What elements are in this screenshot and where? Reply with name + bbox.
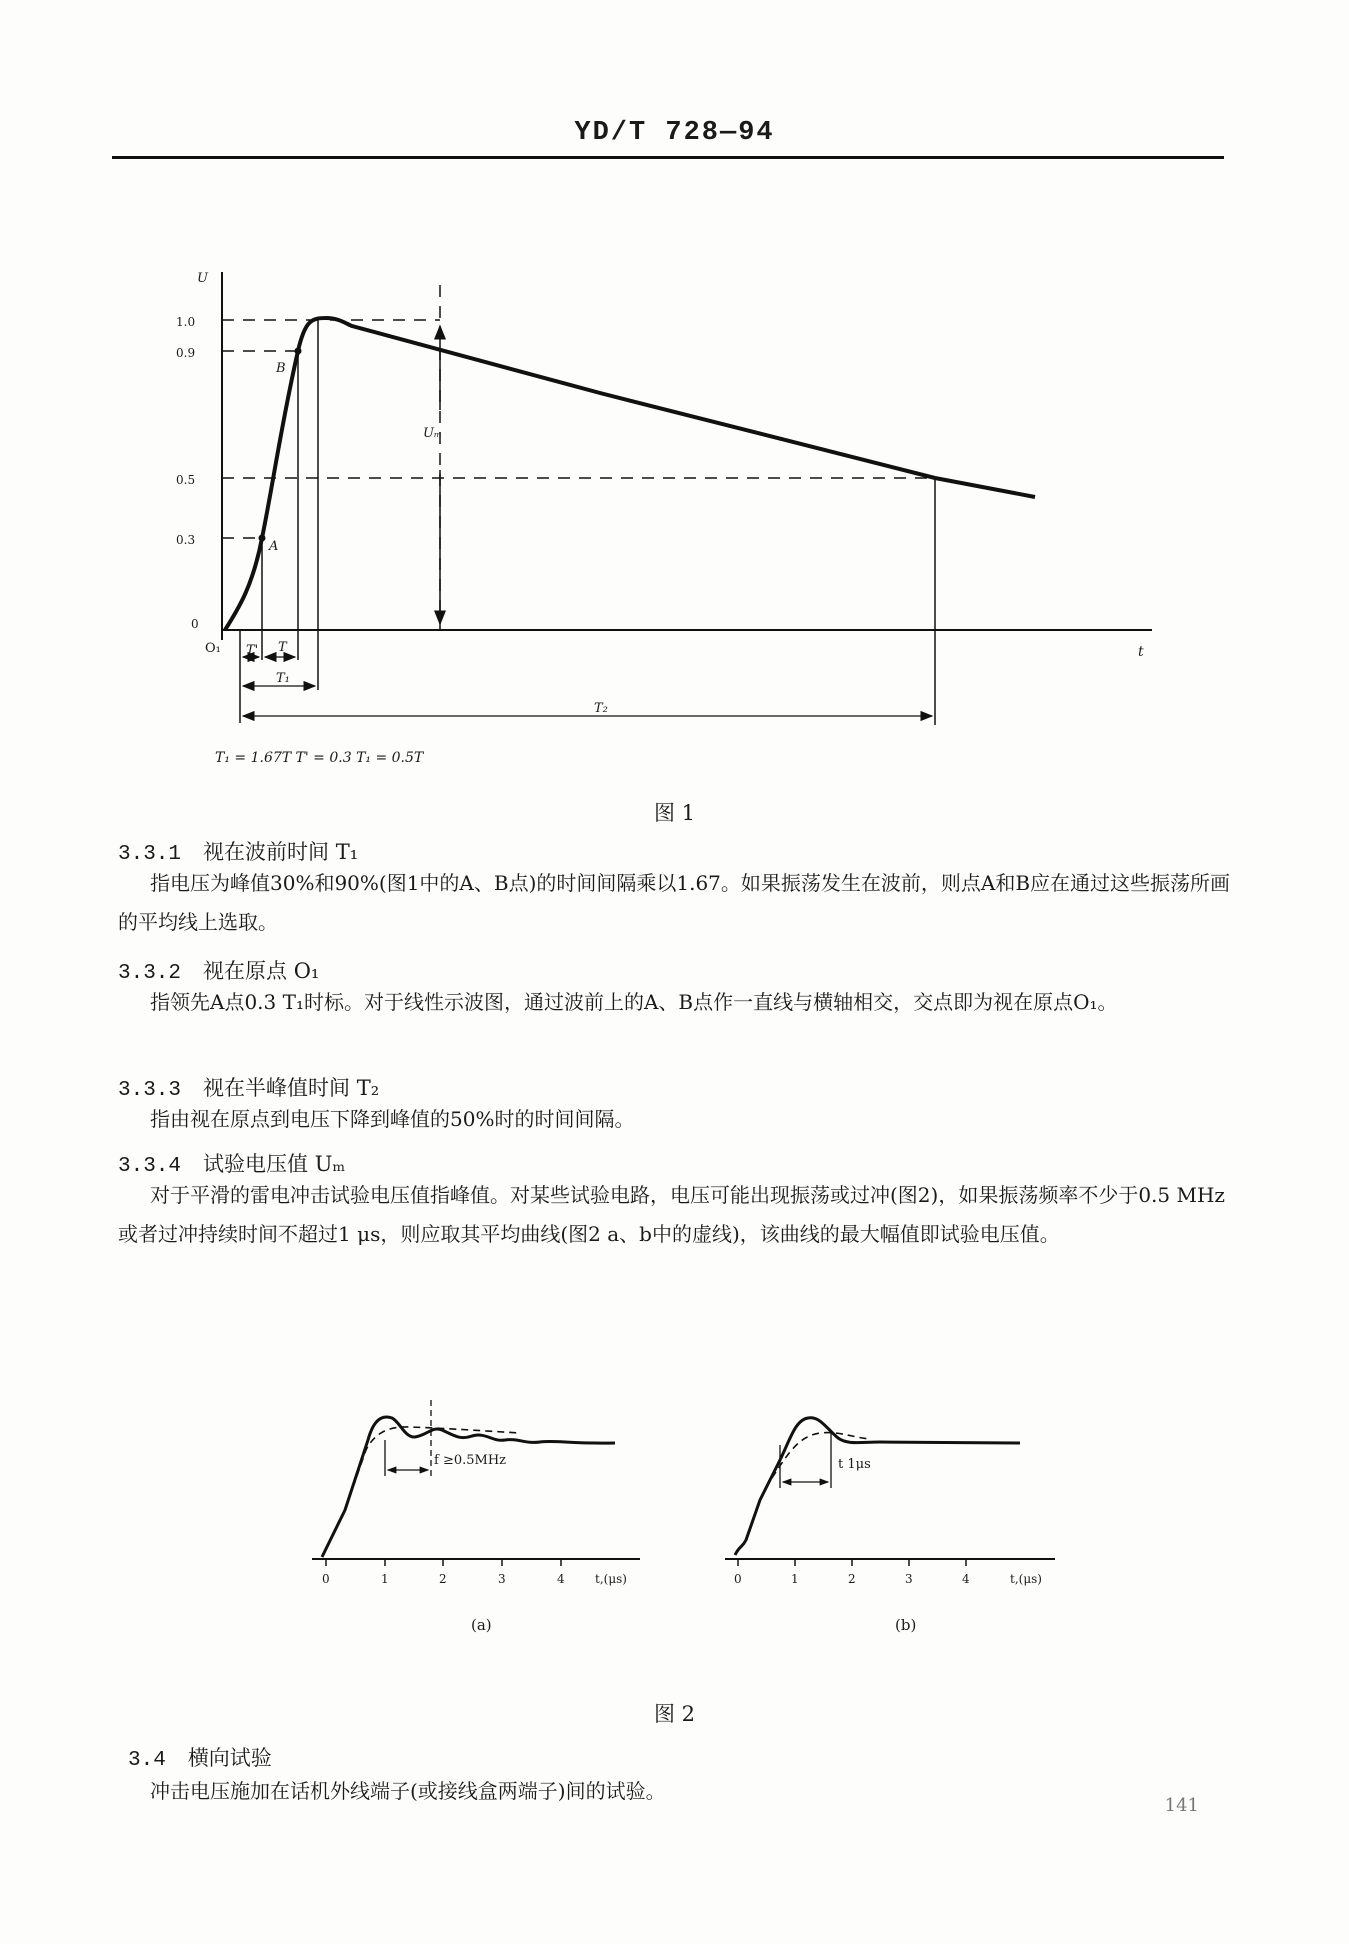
panel-a-tick-label-1: 1 <box>381 1572 389 1586</box>
section-333-body: 指由视在原点到电压下降到峰值的50%时的时间间隔。 <box>150 1107 635 1131</box>
section-333-heading <box>118 1072 379 1102</box>
section-34-title: 横向试验 <box>187 1746 272 1770</box>
panel-b-tick-label-4: 4 <box>962 1572 970 1586</box>
section-332-body: 指领先A点0.3 T₁时标。对于线性示波图，通过波前上的A、B点作一直线与横轴相交，交点即为视在原点O₁。 <box>150 990 1118 1014</box>
figure1-caption: 图 1 <box>653 801 696 825</box>
panel-b-tick-label-2: 2 <box>848 1572 856 1586</box>
section-334-title: 试验电压值 Uₘ <box>203 1152 346 1176</box>
section-334-number: 3.3.4 <box>118 1155 182 1178</box>
point-a-label: A <box>269 539 279 554</box>
impulse-waveform <box>225 318 1035 630</box>
panel-b-tick-label-1: 1 <box>791 1572 799 1586</box>
y-tick-0.5: 0.5 <box>176 473 196 487</box>
y-tick-1.0: 1.0 <box>176 315 196 329</box>
panel-b-tick-label-3: 3 <box>905 1572 913 1586</box>
panel-a-tick-label-2: 2 <box>439 1572 447 1586</box>
panel-a-tick-label-3: 3 <box>498 1572 506 1586</box>
point-b-marker <box>295 348 302 355</box>
panel-b-overshoot-curve <box>735 1418 1020 1555</box>
panel-a-label: (a) <box>471 1616 492 1634</box>
point-b-label: B <box>276 361 286 376</box>
t-label: T <box>278 640 287 655</box>
panel-b-x-label: t,(μs) <box>1010 1572 1042 1586</box>
y-tick-0: 0 <box>191 617 199 631</box>
x-axis-label: t <box>1138 644 1144 660</box>
section-333-number: 3.3.3 <box>118 1079 182 1102</box>
figure1-formula: T₁ = 1.67T T' = 0.3 T₁ = 0.5T <box>215 750 424 766</box>
section-332-number: 3.3.2 <box>118 962 182 985</box>
figure-1 <box>0 250 1349 790</box>
section-334-heading <box>118 1148 345 1178</box>
section-34-heading <box>128 1742 272 1772</box>
t1-label: T₁ <box>276 671 290 686</box>
document-header: YD/T 728—94 <box>574 118 775 148</box>
y-tick-0.3: 0.3 <box>176 533 196 547</box>
t-prime-label: T' <box>246 643 259 658</box>
figure2-caption: 图 2 <box>653 1702 696 1726</box>
panel-a-x-label: t,(μs) <box>595 1572 627 1586</box>
page-number: 141 <box>1164 1795 1199 1816</box>
section-333-title: 视在半峰值时间 T₂ <box>203 1076 380 1100</box>
section-331-number: 3.3.1 <box>118 843 182 866</box>
panel-a-tick-label-4: 4 <box>557 1572 565 1586</box>
panel-a-tick-label-0: 0 <box>322 1572 330 1586</box>
panel-a-oscillating-curve <box>322 1417 615 1557</box>
panel-b-tick-label-0: 0 <box>734 1572 742 1586</box>
panel-a-annotation: f ≥0.5MHz <box>434 1453 507 1468</box>
section-334-body: 对于平滑的雷电冲击试验电压值指峰值。对某些试验电路，电压可能出现振荡或过冲(图2)，如果振荡频率不少于0.5 MHz或者过冲持续时间不超过1 μs，则应取其平均曲线(图2 a、b中的虚线)，该曲线的最大幅值即试验电压值。 <box>118 1183 1225 1246</box>
section-331-body: 指电压为峰值30%和90%(图1中的A、B点)的时间间隔乘以1.67。如果振荡发生在波前，则点A和B应在通过这些振荡所画的平均线上选取。 <box>118 871 1231 934</box>
section-332-title: 视在原点 O₁ <box>203 959 320 983</box>
origin-label: O₁ <box>205 641 221 656</box>
panel-b-annotation: t 1μs <box>838 1457 871 1472</box>
y-tick-0.9: 0.9 <box>176 346 196 360</box>
header-rule <box>112 156 1224 159</box>
section-331-heading <box>118 836 358 866</box>
section-332-heading <box>118 955 319 985</box>
section-34-number: 3.4 <box>128 1749 166 1772</box>
t2-label: T₂ <box>594 701 608 716</box>
figure2-panel-b <box>725 1418 1055 1586</box>
point-a-marker <box>259 535 266 542</box>
panel-b-label: (b) <box>895 1616 917 1634</box>
y-axis-label: U <box>197 271 208 286</box>
section-331-title: 视在波前时间 T₁ <box>203 840 359 864</box>
figure2-panel-a <box>312 1400 640 1586</box>
section-34-body: 冲击电压施加在话机外线端子(或接线盒两端子)间的试验。 <box>150 1779 666 1803</box>
figure-2 <box>0 1370 1349 1640</box>
um-label: Uₘ <box>423 426 442 441</box>
